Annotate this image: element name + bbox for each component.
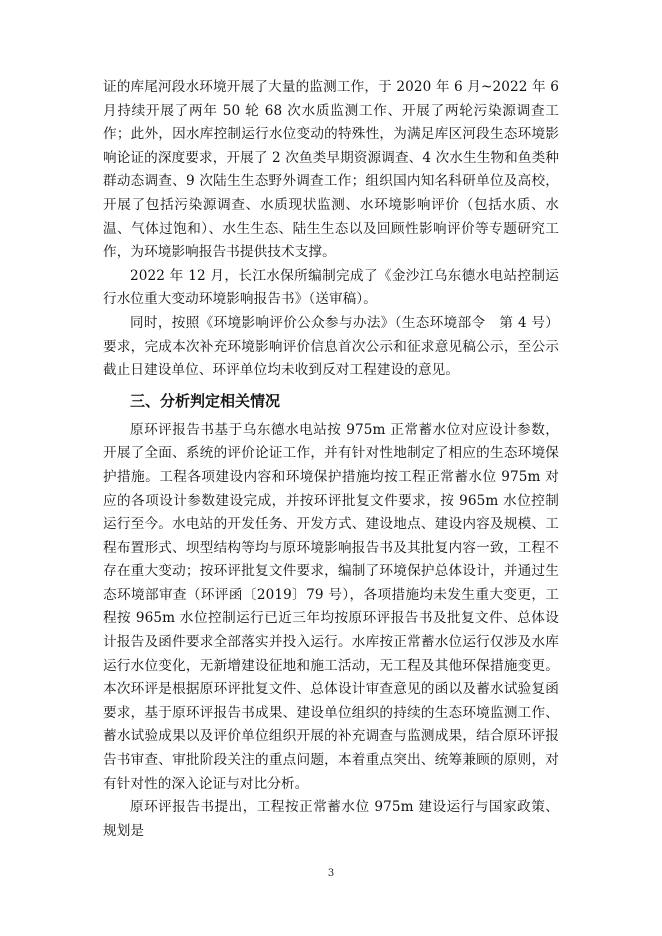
section-heading: 三、分析判定相关情况 — [130, 391, 281, 410]
paragraph-report-draft: 2022 年 12 月，长江水保所编制完成了《金沙江乌东德水电站控制运行水位重大变动环境影响报告书》（送审稿）。 — [103, 267, 559, 308]
paragraph-policy: 原环评报告书提出，工程按正常蓄水位 975m 建设运行与国家政策、规划是 — [103, 799, 559, 839]
paragraph-monitoring: 证的库尾河段水环境开展了大量的监测工作，于 2020 年 6 月~2022 年 6 月持续开展了两年 50 轮 68 次水质监测工作、开展了两轮污染源调查工作；此外，因水库控制运行水位变动的特殊性，为满足库区河段生态环境影响论证的深度要求，开展了 2 次鱼类早期资源调查、4 次水生生物和鱼类种群动态调查、9 次陆生生态野外调查工作；组织国内知名科研单位及高校，开展了包括污染源调查、水质现状监测、水环境影响评价（包括水质、水温、气体过饱和）、水生生态、陆生生态以及回顾性影响评价等专题研究工作，为环境影响报告书提供技术支撑。 — [103, 79, 559, 261]
page-number: 3 — [327, 868, 335, 879]
document-body — [103, 76, 559, 843]
paragraph-analysis: 原环评报告书基于乌东德水电站按 975m 正常蓄水位对应设计参数，开展了全面、系统的评价论证工作，并有针对性地制定了相应的生态环境保护措施。工程各项建设内容和环境保护措施均按工程正常蓄水位 975m 对应的各项设计参数建设完成，并按环评批复文件要求，按 965m 水位控制运行至今。水电站的开发任务、开发方式、建设地点、建设内容及规模、工程布置形式、坝型结构等均与原环境影响报告书及其批复内容一致，工程不存在重大变动；按环评批复文件要求，编制了环境保护总体设计，并通过生态环境部审查（环评函〔2019〕79 号），各项措施均未发生重大变更，工程按 965m 水位控制运行已近三年均按原环评报告书及批复文件、总体设计报告及函件要求全部落实并投入运行。水库按正常蓄水位运行仅涉及水库运行水位变化，无新增建设征地和施工活动，无工程及其他环保措施变更。本次环评是根据原环评批复文件、总体设计审查意见的函以及蓄水试验复函要求，基于原环评报告书成果、建设单位组织的持续的生态环境监测工作、蓄水试验成果以及评价单位组织开展的补充调查与监测成果，结合原环评报告书审查、审批阶段关注的重点问题，本着重点突出、统筹兼顾的原则，对有针对性的深入论证与对比分析。 — [103, 421, 559, 792]
paragraph-public-participation: 同时，按照《环境影响评价公众参与办法》（生态环境部令 第 4 号）要求，完成本次补充环境影响评价信息首次公示和征求意见稿公示，至公示截止日建设单位、环评单位均未收到反对工程建设的意见。 — [103, 314, 559, 379]
